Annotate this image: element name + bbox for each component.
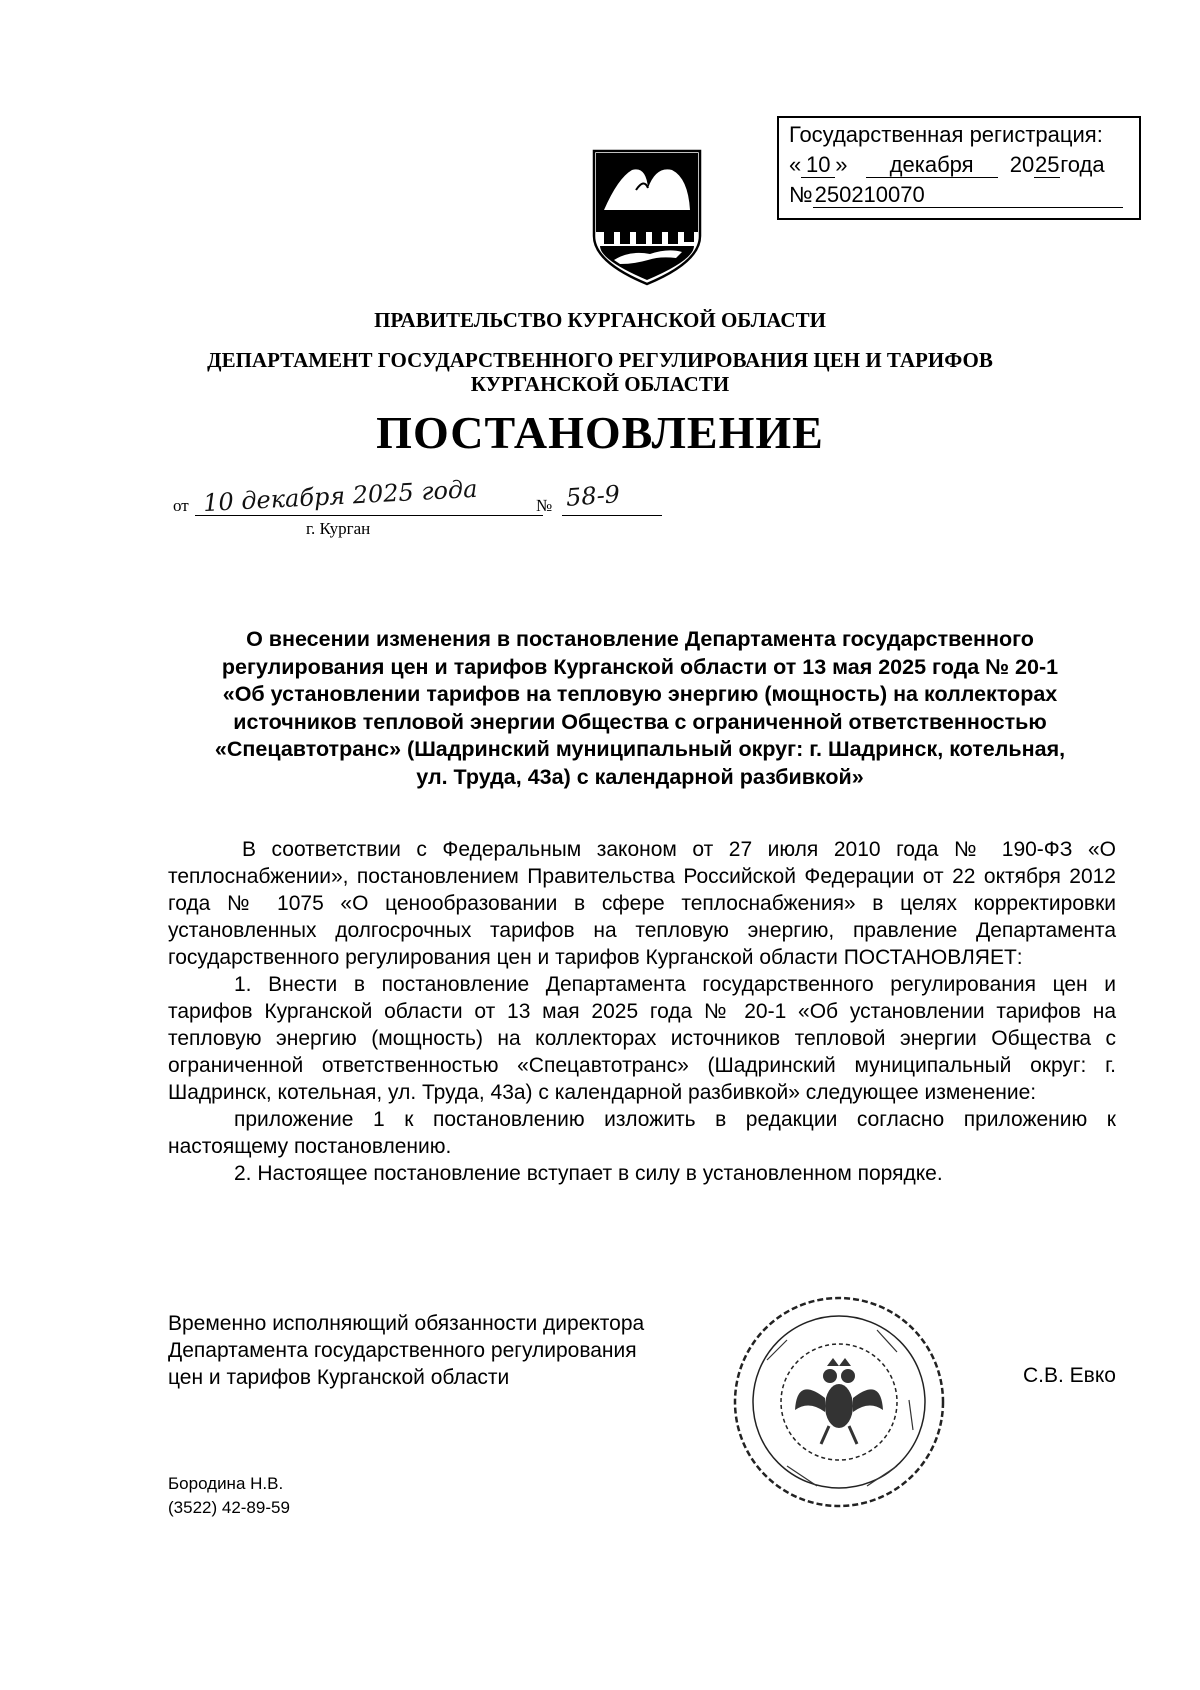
item-1-sub-paragraph: приложение 1 к постановлению изложить в редакции согласно приложению к настоящему постановлению. bbox=[168, 1108, 1116, 1158]
position-line3: цен и тарифов Курганской области bbox=[168, 1366, 510, 1389]
department-name bbox=[0, 348, 1200, 396]
decree-city: г. Курган bbox=[306, 519, 371, 538]
subject-line: ул. Труда, 43а) с календарной разбивкой» bbox=[416, 764, 864, 789]
item-2-paragraph: 2. Настоящее постановление вступает в силу в установленном порядке. bbox=[234, 1162, 943, 1185]
registration-month: декабря bbox=[866, 153, 998, 178]
registration-year-prefix: 20 bbox=[1009, 152, 1035, 177]
decree-subject bbox=[170, 626, 1110, 791]
signatory-name: С.В. Евко bbox=[1023, 1364, 1116, 1387]
subject-line: регулирования цен и тарифов Курганской области от 13 мая 2025 года № 20-1 bbox=[221, 654, 1059, 679]
decree-number-handwritten: 58-9 bbox=[565, 480, 621, 512]
executor-name: Бородина Н.В. bbox=[168, 1474, 284, 1493]
department-name-line2: КУРГАНСКОЙ ОБЛАСТИ bbox=[470, 372, 730, 396]
decree-date-line bbox=[173, 474, 1173, 546]
position-line2: Департамента государственного регулирования bbox=[168, 1339, 637, 1362]
subject-line: «Спецавтотранс» (Шадринский муниципальный округ: г. Шадринск, котельная, bbox=[214, 737, 1066, 761]
signatory-position bbox=[168, 1310, 644, 1391]
decree-number-label: № bbox=[536, 496, 553, 515]
registration-day: 10 bbox=[801, 153, 835, 178]
registration-number: 250210070 bbox=[813, 183, 1123, 208]
subject-line: источников тепловой энергии Общества с ограниченной ответственностью bbox=[233, 709, 1047, 734]
state-registration-box bbox=[777, 116, 1141, 220]
department-name-line1: ДЕПАРТАМЕНТ ГОСУДАРСТВЕННОГО РЕГУЛИРОВАНИЯ ЦЕН И ТАРИФОВ bbox=[207, 348, 993, 372]
registration-day-close: » bbox=[835, 152, 848, 177]
document-type-title: ПОСТАНОВЛЕНИЕ bbox=[376, 407, 824, 458]
decree-body bbox=[168, 836, 1116, 1187]
government-name: ПРАВИТЕЛЬСТВО КУРГАНСКОЙ ОБЛАСТИ bbox=[374, 308, 826, 332]
decree-number-underline bbox=[562, 480, 662, 516]
preamble-paragraph: В соответствии с Федеральным законом от 27 июля 2010 года № 190-ФЗ «О теплоснабжении», постановлением Правительства Российской Федерации от 22 октября 2012 года № 1075 «О ценообразовании в сфере теплоснабжения» в целях корректировки установленных долгосрочных тарифов на тепловую энергию, правление Департамента государственного регулирования цен и тарифов Курганской области ПОСТАНОВЛЯЕТ: bbox=[168, 838, 1116, 969]
kurgan-region-coat-of-arms-icon bbox=[590, 148, 704, 286]
registration-year-word: года bbox=[1060, 152, 1105, 177]
registration-date bbox=[789, 152, 1105, 178]
executor-phone: (3522) 42-89-59 bbox=[168, 1498, 290, 1517]
official-round-seal-icon bbox=[727, 1290, 951, 1514]
subject-line: «Об установлении тарифов на тепловую энергию (мощность) на коллекторах bbox=[222, 682, 1058, 706]
decree-date-prefix: от bbox=[173, 496, 189, 515]
registration-title: Государственная регистрация: bbox=[789, 122, 1103, 147]
registration-day-open: « bbox=[789, 152, 802, 177]
registration-year-suffix: 25 bbox=[1034, 152, 1060, 177]
decree-date-handwritten: 10 декабря 2025 года bbox=[202, 474, 479, 518]
subject-line: О внесении изменения в постановление Департамента государственного bbox=[246, 627, 1034, 651]
decree-date-underline bbox=[195, 474, 543, 518]
position-line1: Временно исполняющий обязанности директора bbox=[168, 1312, 645, 1335]
executor-info bbox=[168, 1472, 290, 1520]
registration-number-label: № bbox=[789, 182, 813, 207]
item-1-paragraph: 1. Внести в постановление Департамента государственного регулирования цен и тарифов Курганской области от 13 мая 2025 года № 20-1 «Об установлении тарифов на тепловую энергию (мощность) на коллекторах источников тепловой энергии Общества с ограниченной ответственностью «Спецавтотранс» (Шадринский муниципальный округ: г. Шадринск, котельная, ул. Труда, 43а) с календарной разбивкой» следующее изменение: bbox=[168, 973, 1116, 1104]
registration-number-line bbox=[789, 182, 1123, 208]
